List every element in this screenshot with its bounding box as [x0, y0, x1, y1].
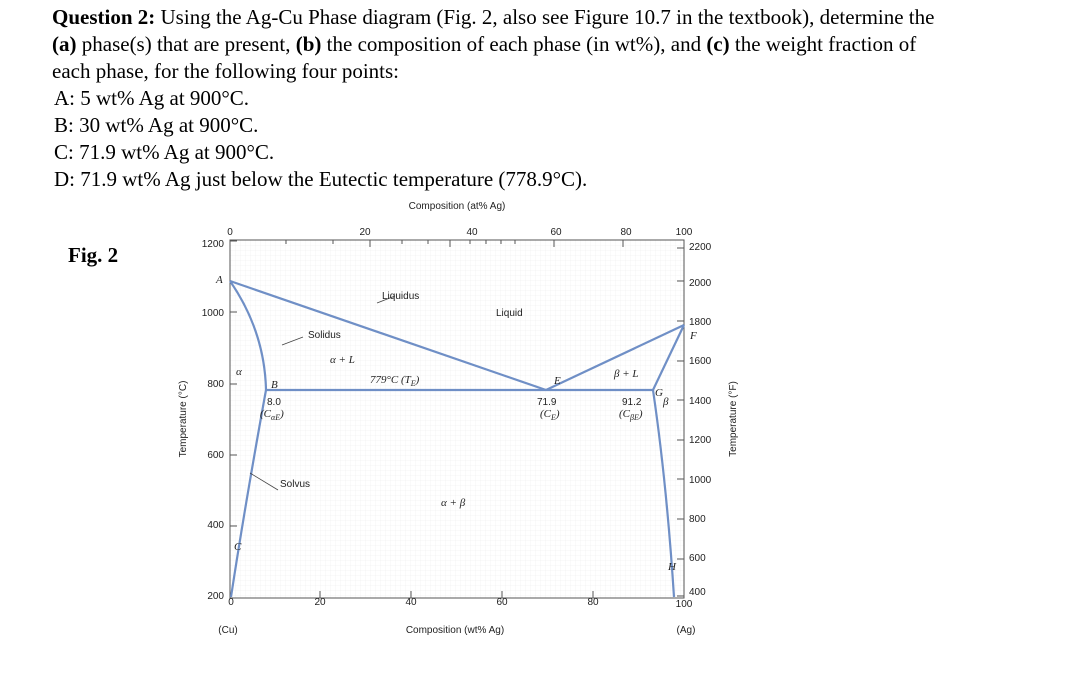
- bottom-axis-title: Composition (wt% Ag): [405, 625, 505, 636]
- phase-diagram: [170, 195, 760, 645]
- c-alpha-e-value: 8.0: [267, 397, 281, 408]
- solvus-label: Solvus: [280, 479, 311, 490]
- alpha-label: α: [236, 366, 242, 378]
- left-tick-200: 200: [207, 591, 224, 602]
- alpha-l-label: α + L: [330, 354, 355, 366]
- part-a-label: (a): [52, 32, 77, 56]
- right-tick-1600: 1600: [689, 356, 712, 367]
- left-axis-title: Temperature (°C): [178, 380, 189, 458]
- right-tick-400: 400: [689, 587, 706, 598]
- top-tick-20: 20: [359, 227, 371, 238]
- figure-label: Fig. 2: [68, 243, 119, 267]
- top-axis-title: Composition (at% Ag): [408, 201, 506, 212]
- top-tick-40: 40: [466, 227, 478, 238]
- point-c-label: C: [234, 541, 242, 553]
- c-alpha-e-name: $(C_{\alpha E})$: [260, 408, 284, 422]
- question-intro-line-3: each phase, for the following four points:: [52, 59, 399, 83]
- eutectic-temp-label: 779°C $(T_E)$: [370, 374, 420, 388]
- point-a-label: A: [216, 274, 223, 286]
- solidus-label: Solidus: [308, 330, 341, 341]
- part-a-text: phase(s) that are present,: [76, 32, 296, 56]
- right-tick-1400: 1400: [689, 396, 712, 407]
- question-intro-line-1: [52, 4, 1052, 31]
- top-tick-100: 100: [675, 227, 693, 238]
- left-tick-1200: 1200: [201, 239, 224, 250]
- part-c-text: the weight fraction of: [729, 32, 917, 56]
- point-b-line: B: 30 wt% Ag at 900°C.: [54, 113, 259, 137]
- plot-area: [230, 240, 684, 598]
- liquidus-label: Liquidus: [382, 291, 420, 302]
- left-tick-400: 400: [207, 520, 224, 531]
- right-axis-title: Temperature (°F): [728, 381, 739, 457]
- right-tick-1000: 1000: [689, 475, 712, 486]
- bottom-tick-100: 100: [675, 599, 693, 610]
- c-beta-e-value: 91.2: [622, 397, 642, 408]
- right-tick-2200: 2200: [689, 242, 712, 253]
- question-label: Question 2:: [52, 5, 156, 29]
- right-tick-1800: 1800: [689, 317, 712, 328]
- point-b-label: B: [271, 379, 278, 391]
- point-g-label: G: [655, 387, 663, 399]
- right-tick-600: 600: [689, 553, 706, 564]
- left-tick-1000: 1000: [201, 308, 224, 319]
- beta-l-label: β + L: [614, 368, 639, 380]
- bottom-end-ag: (Ag): [676, 625, 696, 636]
- left-tick-600: 600: [207, 450, 224, 461]
- part-c-label: (c): [706, 32, 730, 56]
- top-tick-80: 80: [620, 227, 632, 238]
- bottom-tick-40: 40: [405, 597, 417, 608]
- bottom-tick-60: 60: [496, 597, 508, 608]
- bottom-tick-20: 20: [314, 597, 326, 608]
- right-tick-2000: 2000: [689, 278, 712, 289]
- bottom-tick-80: 80: [587, 597, 599, 608]
- part-b-text: the composition of each phase (in wt%), and: [321, 32, 707, 56]
- point-f-label: F: [690, 330, 697, 342]
- point-c-line: C: 71.9 wt% Ag at 900°C.: [54, 140, 275, 164]
- bottom-tick-0: 0: [228, 597, 234, 608]
- question-text: [52, 4, 1052, 193]
- top-tick-60: 60: [550, 227, 562, 238]
- bottom-end-cu: (Cu): [218, 625, 238, 636]
- beta-label: β: [663, 396, 669, 408]
- question-intro: Using the Ag-Cu Phase diagram (Fig. 2, also see Figure 10.7 in the textbook), determine the: [155, 5, 935, 29]
- c-beta-e-name: $(C_{\beta E})$: [619, 408, 643, 422]
- c-e-value: 71.9: [537, 397, 557, 408]
- part-b-label: (b): [295, 32, 322, 56]
- point-a-line: A: 5 wt% Ag at 900°C.: [54, 86, 250, 110]
- right-tick-800: 800: [689, 514, 706, 525]
- left-tick-800: 800: [207, 379, 224, 390]
- alpha-beta-label: α + β: [441, 497, 466, 509]
- point-d-line: D: 71.9 wt% Ag just below the Eutectic temperature (778.9°C).: [54, 167, 588, 191]
- liquid-label: Liquid: [496, 308, 523, 319]
- point-h-label: H: [668, 561, 676, 573]
- top-tick-0: 0: [227, 227, 233, 238]
- right-tick-1200: 1200: [689, 435, 712, 446]
- question-intro-line-2: [52, 31, 1052, 58]
- c-e-name: $(C_E)$: [540, 408, 560, 422]
- point-e-label: E: [554, 375, 561, 387]
